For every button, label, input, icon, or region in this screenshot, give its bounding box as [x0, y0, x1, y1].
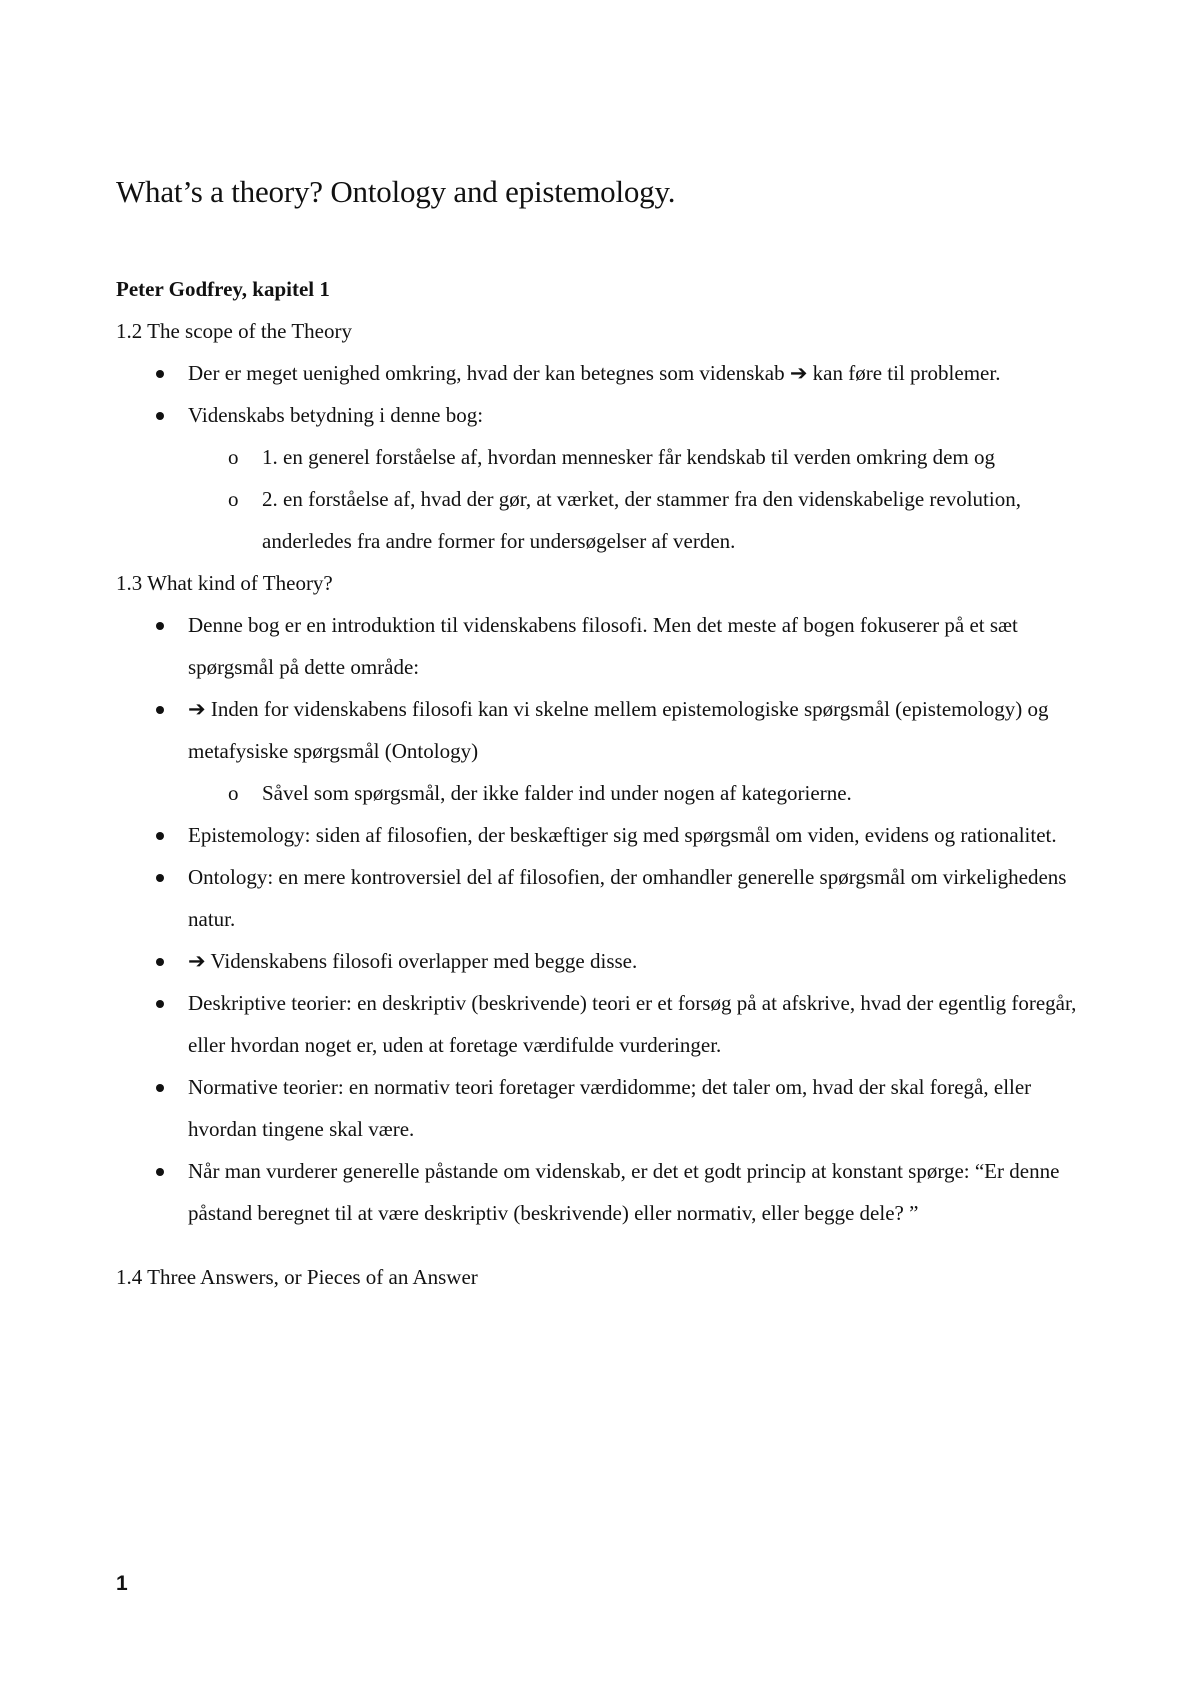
- author-line: Peter Godfrey, kapitel 1: [116, 277, 330, 301]
- bullet-list-1-2: [116, 352, 1096, 562]
- list-item: [116, 604, 1096, 688]
- bullet-icon: [156, 622, 164, 630]
- sub-list-item-text: Såvel som spørgsmål, der ikke falder ind under nogen af kategorierne.: [262, 781, 852, 805]
- list-item: [116, 814, 1096, 856]
- page-number: 1: [116, 1572, 128, 1595]
- list-item-text: Deskriptive teorier: en deskriptiv (beskrivende) teori er et forsøg på at afskrive, hvad der egentlig foregår, eller hvordan noget er, uden at foretage værdifulde vurderinger.: [188, 991, 1077, 1057]
- section-heading-1-3: 1.3 What kind of Theory?: [116, 571, 333, 595]
- list-item-text: Denne bog er en introduktion til videnskabens filosofi. Men det meste af bogen fokuserer på et sæt spørgsmål på dette område:: [188, 613, 1018, 679]
- list-item-text: Epistemology: siden af filosofien, der beskæftiger sig med spørgsmål om viden, evidens og rationalitet.: [188, 823, 1057, 847]
- bullet-icon: [156, 370, 164, 378]
- list-item: [116, 688, 1096, 814]
- list-item-text: Normative teorier: en normativ teori foretager værdidomme; det taler om, hvad der skal foregå, eller hvordan tingene skal være.: [188, 1075, 1032, 1141]
- sub-list: [188, 772, 1096, 814]
- list-item: [116, 982, 1096, 1066]
- bullet-icon: [156, 1000, 164, 1008]
- sub-list-item: [116, 772, 1096, 814]
- document-title: What’s a theory? Ontology and epistemology.: [116, 174, 676, 209]
- bullet-icon: [156, 706, 164, 714]
- document-body: [116, 268, 1096, 1298]
- section-heading-1-4: 1.4 Three Answers, or Pieces of an Answer: [116, 1265, 478, 1289]
- list-item: [116, 394, 1096, 562]
- list-item-text: Ontology: en mere kontroversiel del af filosofien, der omhandler generelle spørgsmål om virkelighedens natur.: [188, 865, 1067, 931]
- bullet-icon: [156, 958, 164, 966]
- section-heading-1-2: 1.2 The scope of the Theory: [116, 319, 352, 343]
- sub-list-item-text: 1. en generel forståelse af, hvordan mennesker får kendskab til verden omkring dem og: [262, 445, 995, 469]
- list-item-text: Der er meget uenighed omkring, hvad der kan betegnes som videnskab ➔ kan føre til problemer.: [188, 361, 1001, 385]
- bullet-list-1-3: [116, 604, 1096, 1234]
- bullet-icon: [156, 832, 164, 840]
- bullet-icon: [156, 1084, 164, 1092]
- sub-list-item: [116, 436, 1096, 478]
- bullet-icon: [156, 1168, 164, 1176]
- list-item: [116, 352, 1096, 394]
- bullet-icon: [156, 412, 164, 420]
- list-item-text: Når man vurderer generelle påstande om videnskab, er det et godt princip at konstant spørge: “Er denne påstand beregnet til at være deskriptiv (beskrivende) eller normativ, eller begge dele? ”: [188, 1159, 1060, 1225]
- list-item: [116, 940, 1096, 982]
- list-item-text: Videnskabs betydning i denne bog:: [188, 403, 484, 427]
- list-item-text: ➔ Inden for videnskabens filosofi kan vi skelne mellem epistemologiske spørgsmål (epistemology) og metafysiske spørgsmål (Ontology): [188, 697, 1049, 763]
- list-item-text: ➔ Videnskabens filosofi overlapper med begge disse.: [188, 949, 638, 973]
- bullet-icon: [156, 874, 164, 882]
- sub-list-item: [116, 478, 1096, 562]
- sub-bullet-icon: o: [228, 487, 239, 511]
- sub-list-item-text: 2. en forståelse af, hvad der gør, at værket, der stammer fra den videnskabelige revolution, anderledes fra andre former for undersøgelser af verden.: [262, 487, 1021, 553]
- sub-list: [188, 436, 1096, 562]
- list-item: [116, 1150, 1096, 1234]
- sub-bullet-icon: o: [228, 781, 239, 805]
- list-item: [116, 1066, 1096, 1150]
- list-item: [116, 856, 1096, 940]
- sub-bullet-icon: o: [228, 445, 239, 469]
